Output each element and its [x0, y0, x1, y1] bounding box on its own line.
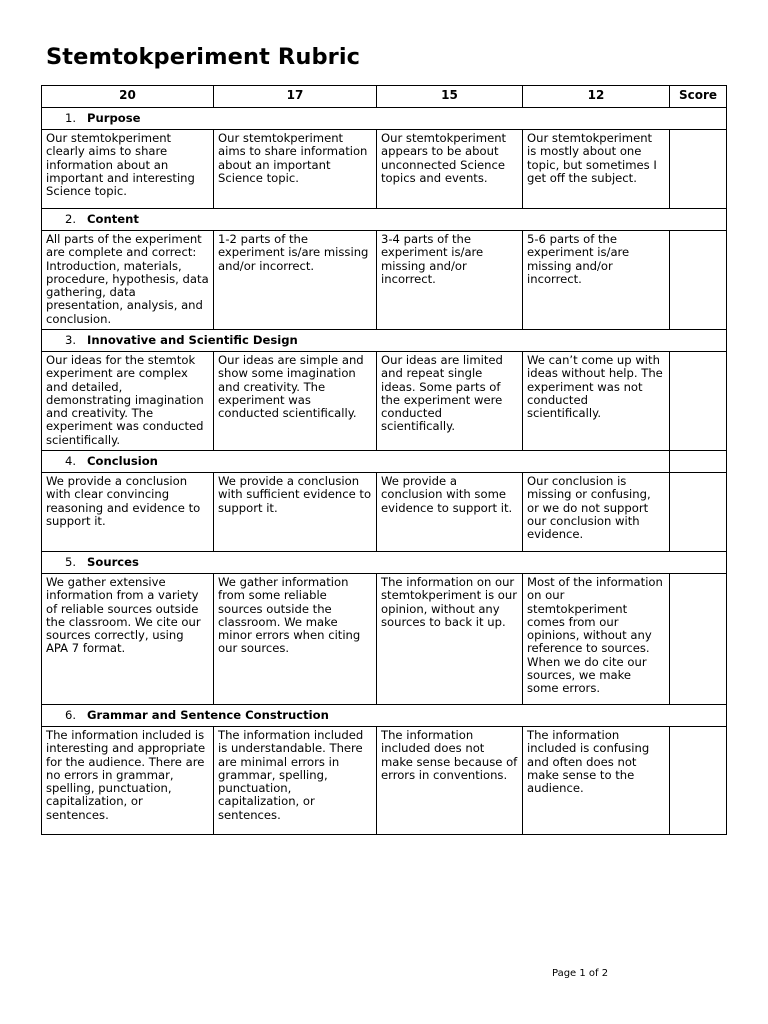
- section-name: Grammar and Sentence Construction: [87, 708, 329, 722]
- criteria-cell-20: Our stemtokperiment clearly aims to share information about an important and interesting Science topic.: [42, 130, 214, 209]
- criteria-cell-20: The information included is interesting and appropriate for the audience. There are no errors in grammar, spelling, punctuation, capitalization, or sentences.: [42, 727, 214, 835]
- criteria-cell-15: We provide a conclusion with some evidence to support it.: [377, 473, 523, 552]
- header-17: 17: [214, 86, 377, 108]
- criteria-cell-15: The information on our stemtokperiment is our opinion, without any sources to back it up.: [377, 574, 523, 705]
- document-title: Stemtokperiment Rubric: [46, 44, 361, 70]
- section-name: Sources: [87, 555, 139, 569]
- criteria-cell-15: Our ideas are limited and repeat single ideas. Some parts of the experiment were conducted scientifically.: [377, 352, 523, 451]
- criteria-cell-17: We provide a conclusion with sufficient evidence to support it.: [214, 473, 377, 552]
- rubric-table: [41, 85, 727, 835]
- section-name: Content: [87, 212, 139, 226]
- section-heading-cell: [42, 108, 727, 130]
- section-heading-purpose: [42, 108, 727, 130]
- criteria-cell-17: Our stemtokperiment aims to share information about an important Science topic.: [214, 130, 377, 209]
- criteria-row-purpose: [42, 130, 727, 209]
- score-cell[interactable]: [670, 231, 727, 330]
- header-row: [42, 86, 727, 108]
- score-cell[interactable]: [670, 473, 727, 552]
- header-20: 20: [42, 86, 214, 108]
- criteria-cell-17: The information included is understandable. There are minimal errors in grammar, spelling, punctuation, capitalization, or sentences.: [214, 727, 377, 835]
- section-heading-design: [42, 330, 727, 352]
- header-15: 15: [377, 86, 523, 108]
- criteria-cell-12: 5-6 parts of the experiment is/are missing and/or incorrect.: [523, 231, 670, 330]
- criteria-cell-20: We gather extensive information from a variety of reliable sources outside the classroom. We cite our sources correctly, using APA 7 format.: [42, 574, 214, 705]
- section-heading-content: [42, 209, 727, 231]
- section-heading-cell: [42, 451, 670, 473]
- section-heading-cell: [42, 552, 727, 574]
- criteria-cell-12: Our stemtokperiment is mostly about one topic, but sometimes I get off the subject.: [523, 130, 670, 209]
- header-12: 12: [523, 86, 670, 108]
- section-heading-sources: [42, 552, 727, 574]
- section-number: 5.: [64, 555, 76, 569]
- criteria-row-conclusion: [42, 473, 727, 552]
- section-number: 3.: [64, 333, 76, 347]
- criteria-cell-20: We provide a conclusion with clear convincing reasoning and evidence to support it.: [42, 473, 214, 552]
- criteria-row-design: [42, 352, 727, 451]
- section-number: 2.: [64, 212, 76, 226]
- criteria-row-grammar: [42, 727, 727, 835]
- section-heading-grammar: [42, 705, 727, 727]
- section-number: 1.: [64, 111, 76, 125]
- criteria-cell-12: The information included is confusing and often does not make sense to the audience.: [523, 727, 670, 835]
- score-cell[interactable]: [670, 130, 727, 209]
- section-heading-cell: [42, 705, 727, 727]
- criteria-cell-12: Most of the information on our stemtokperiment comes from our opinions, without any reference to sources. When we do cite our sources, we make some errors.: [523, 574, 670, 705]
- criteria-cell-15: 3-4 parts of the experiment is/are missing and/or incorrect.: [377, 231, 523, 330]
- score-cell[interactable]: [670, 352, 727, 451]
- section-number: 6.: [64, 708, 76, 722]
- section-heading-blank: [670, 451, 727, 473]
- criteria-cell-17: 1-2 parts of the experiment is/are missing and/or incorrect.: [214, 231, 377, 330]
- criteria-row-sources: [42, 574, 727, 705]
- score-cell[interactable]: [670, 727, 727, 835]
- header-score: Score: [670, 86, 727, 108]
- criteria-cell-15: Our stemtokperiment appears to be about unconnected Science topics and events.: [377, 130, 523, 209]
- section-name: Conclusion: [87, 454, 158, 468]
- criteria-row-content: [42, 231, 727, 330]
- page-number: Page 1 of 2: [552, 968, 609, 979]
- criteria-cell-15: The information included does not make sense because of errors in conventions.: [377, 727, 523, 835]
- criteria-cell-12: Our conclusion is missing or confusing, or we do not support our conclusion with evidence.: [523, 473, 670, 552]
- section-name: Innovative and Scientific Design: [87, 333, 298, 347]
- criteria-cell-17: Our ideas are simple and show some imagination and creativity. The experiment was conducted scientifically.: [214, 352, 377, 451]
- criteria-cell-20: Our ideas for the stemtok experiment are complex and detailed, demonstrating imagination and creativity. The experiment was conducted scientifically.: [42, 352, 214, 451]
- criteria-cell-12: We can’t come up with ideas without help. The experiment was not conducted scientifically.: [523, 352, 670, 451]
- criteria-cell-20: All parts of the experiment are complete and correct: Introduction, materials, procedure, hypothesis, data gathering, data presentation, analysis, and conclusion.: [42, 231, 214, 330]
- section-name: Purpose: [87, 111, 141, 125]
- score-cell[interactable]: [670, 574, 727, 705]
- section-heading-conclusion: [42, 451, 727, 473]
- criteria-cell-17: We gather information from some reliable sources outside the classroom. We make minor errors when citing our sources.: [214, 574, 377, 705]
- section-number: 4.: [64, 454, 76, 468]
- section-heading-cell: [42, 330, 727, 352]
- section-heading-cell: [42, 209, 727, 231]
